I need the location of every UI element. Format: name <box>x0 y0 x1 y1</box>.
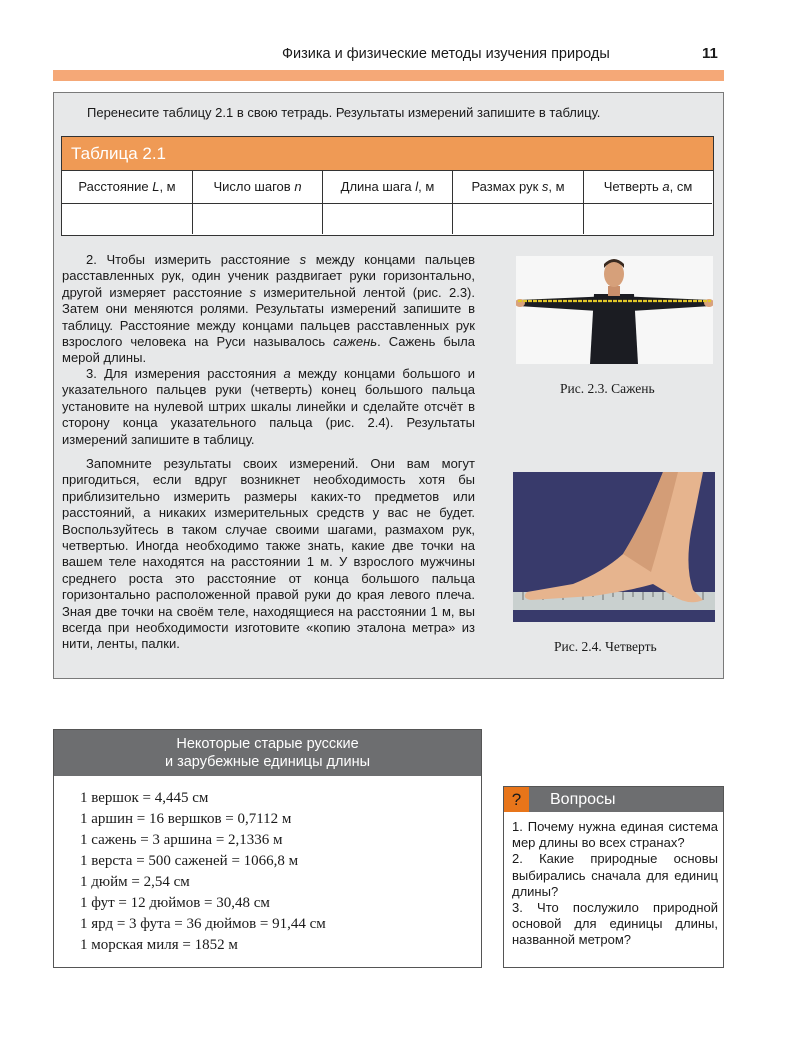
table-column <box>453 171 584 234</box>
table-title: Таблица 2.1 <box>62 137 713 171</box>
running-header-title: Физика и физические методы изучения природы <box>282 46 610 62</box>
unit-item: 1 верста = 500 саженей = 1066,8 м <box>80 853 299 869</box>
table-column <box>193 171 323 234</box>
questions-title: Вопросы <box>550 791 616 808</box>
table-column <box>323 171 453 234</box>
table-column <box>584 171 712 234</box>
unit-item: 1 сажень = 3 аршина = 2,1336 м <box>80 832 283 848</box>
question-item: 1. Почему нужна единая система мер длины во всех странах? <box>512 819 718 851</box>
unit-item: 1 дюйм = 2,54 см <box>80 874 190 890</box>
figure-caption-chetvert: Рис. 2.4. Четверть <box>554 639 657 654</box>
column-header: Расстояние L, м <box>62 171 192 204</box>
unit-item: 1 аршин = 16 вершков = 0,7112 м <box>80 811 292 827</box>
intro-instruction: Перенесите таблицу 2.1 в свою тетрадь. Результаты измерений запишите в таблицу. <box>87 105 601 120</box>
question-mark-icon: ? <box>504 787 529 812</box>
column-header: Четверть a, см <box>584 171 712 204</box>
column-header: Длина шага l, м <box>323 171 452 204</box>
old-units-title: Некоторые старые русские и зарубежные единицы длины <box>54 730 481 776</box>
unit-item: 1 фут = 12 дюймов = 30,48 см <box>80 895 270 911</box>
column-header: Число шагов n <box>193 171 322 204</box>
page-number: 11 <box>702 45 718 62</box>
questions-header <box>504 787 723 812</box>
old-units-list <box>80 788 326 956</box>
figure-caption-sazhen: Рис. 2.3. Сажень <box>560 381 655 396</box>
paragraph-remember: Запомните результаты своих измерений. Они вам могут пригодиться, если вдруг возникнет необходимость хотя бы приблизительно измерить размеры каких-то предметов или расстояний, а никаких измерительных средств у вас не будет. Воспользуйтесь в таком случае своими шагами, размахом рук, четвертью. Иногда необходимо также знать, какие две точки на вашем теле находятся на расстоянии 1 м. У взрослого мужчины среднего роста это расстояние от конца большого пальца горизонтально расположенной правой руки до края левого плеча. Зная две точки на своём теле, находящиеся на расстоянии 1 м, вы всегда при необходимости изготовите «копию эталона метра» из нити, ленты, палки. <box>62 456 475 652</box>
unit-item: 1 вершок = 4,445 см <box>80 790 209 806</box>
table-column <box>62 171 193 234</box>
unit-item: 1 ярд = 3 фута = 36 дюймов = 91,44 см <box>80 916 326 932</box>
question-item: 2. Какие природные основы выбирались сначала для единиц длины? <box>512 851 718 899</box>
header-accent-bar <box>53 70 724 81</box>
old-units-box <box>53 729 482 968</box>
hand-ruler-photo <box>513 472 715 622</box>
unit-item: 1 морская миля = 1852 м <box>80 937 238 953</box>
question-item: 3. Что послужило природной основой для единицы длины, названной метром? <box>512 900 718 948</box>
questions-box <box>503 786 724 968</box>
paragraph-span-measure: 2. Чтобы измерить расстояние s между концами пальцев расставленных рук, один ученик раздвигает руки горизонтально, другой измеряет расстояние s измерительной лентой (рис. 2.3). Затем они меняются ролями. Результаты измерений запишите в таблицу. Расстояние между концами пальцев расставленных рук взрослого человека на Руси называлось сажень. Сажень была мерой длины. <box>62 252 475 366</box>
column-header: Размах рук s, м <box>453 171 583 204</box>
measurement-table <box>61 136 714 236</box>
boy-arm-span-photo <box>516 256 713 364</box>
paragraph-quarter-measure: 3. Для измерения расстояния a между концами большого и указательного пальцев руки (четверть) конец большого пальца установите на нулевой штрих шкалы линейки и сделайте отсчёт в сторону конца указательного пальца (рис. 2.4). Результаты измерений запишите в таблицу. <box>62 366 475 447</box>
questions-list <box>512 819 718 949</box>
